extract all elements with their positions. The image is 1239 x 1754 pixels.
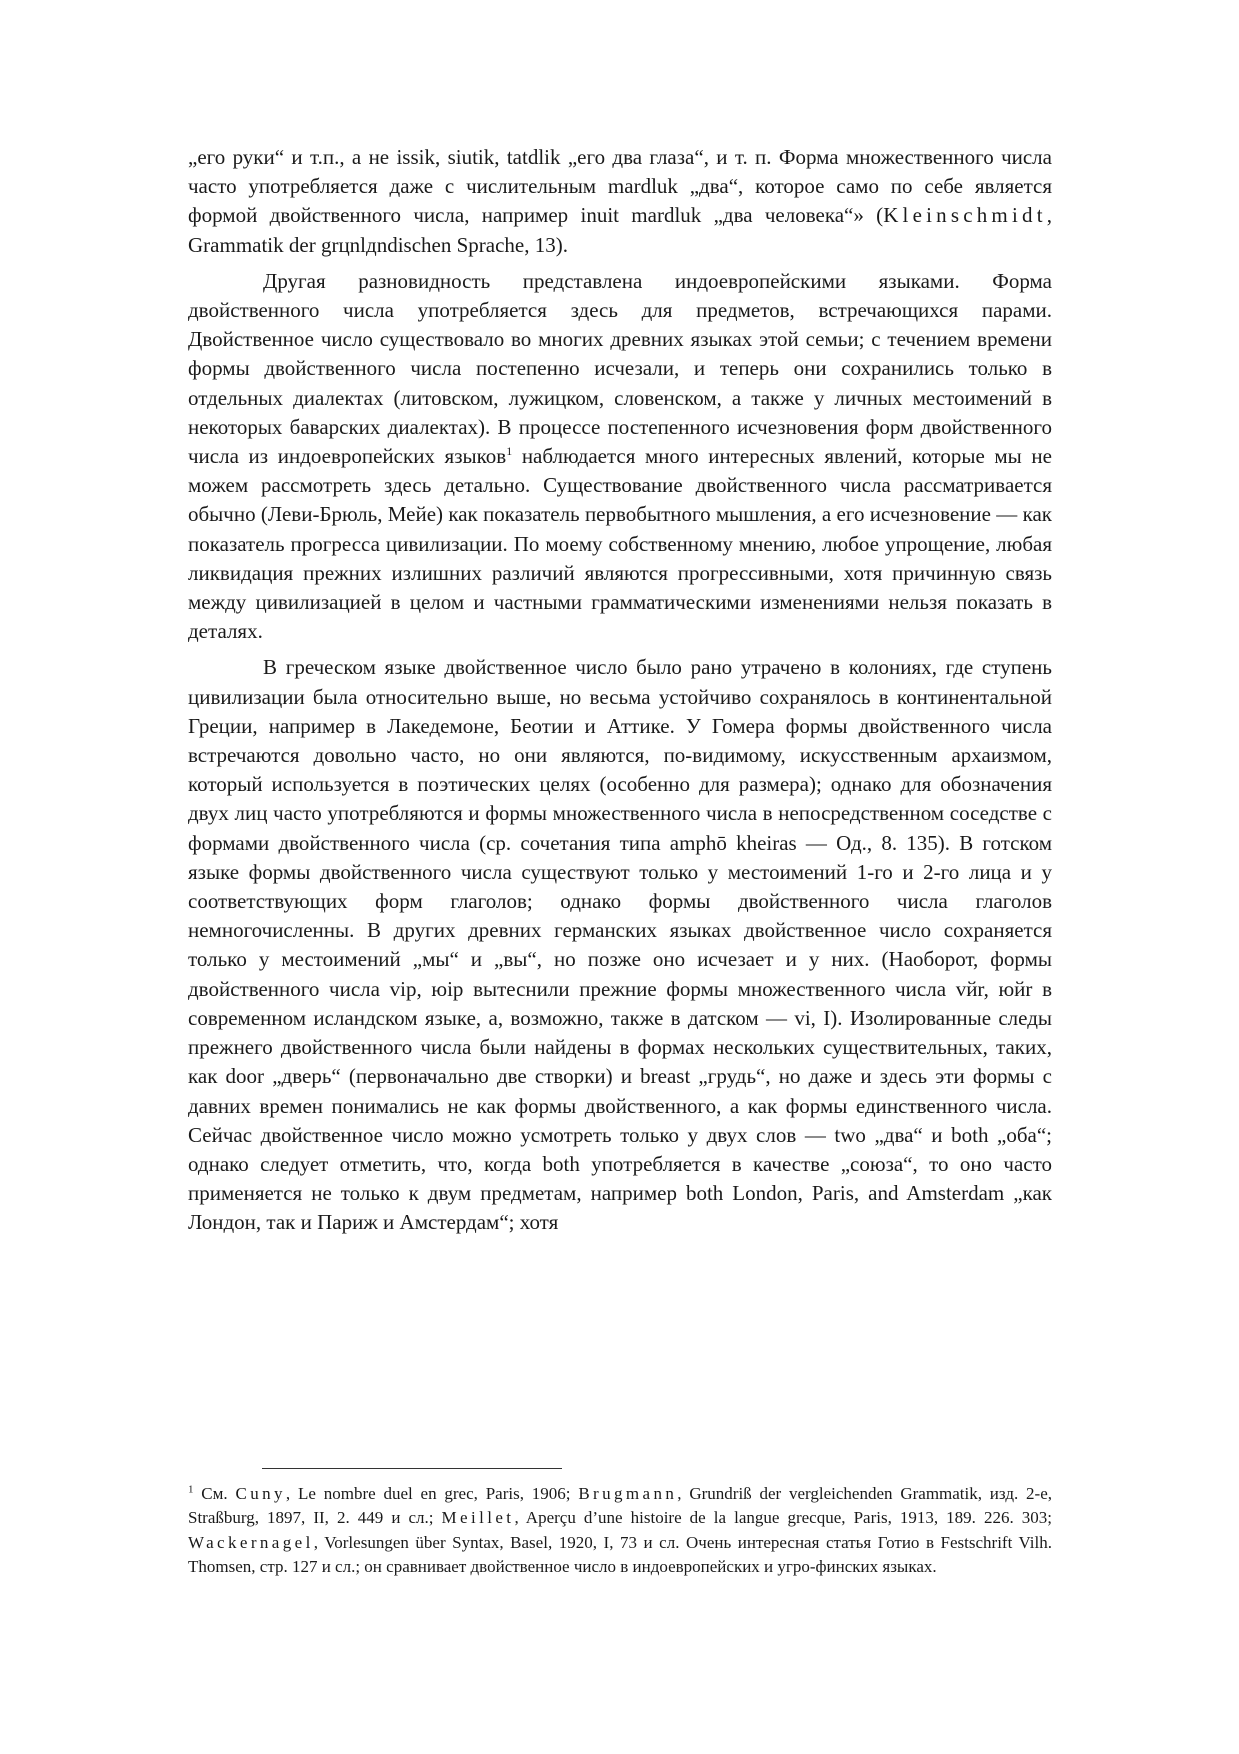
footnote <box>188 1482 1052 1580</box>
paragraph-2 <box>188 267 1052 647</box>
paragraph-2-text-b: наблюдается много интересных явлений, которые мы не можем рассмотреть здесь детально. Существование двойственного числа рассматривается обычно (Леви-Брюль, Мейе) как показатель первобытного мышления, а его исчезновение — как показатель прогресса цивилизации. По моему собственному мнению, любое упрощение, любая ликвидация прежних излишних различий являются прогрессивными, хотя причинную связь между цивилизацией в целом и частными грамматическими изменениями нельзя показать в деталях. <box>188 444 1052 644</box>
paragraph-1 <box>188 143 1052 260</box>
paragraph-1-text-a: „его руки“ и т.п., а не issik, siutik, tatdlik „его два глаза“, и т. п. Форма множественного числа часто употребляется даже с числительным mardluk „два“, которое само по себе является формой двойственного числа, например inuit mardluk „два человека“» ( <box>188 145 1052 228</box>
author-kleinschmidt: Kleinschmidt <box>883 203 1047 228</box>
footnote-text-1: См. <box>193 1484 236 1503</box>
footnote-text-5: , Vorlesungen über Syntax, Basel, 1920, I, 73 и сл. Очень интересная статья Готио в Festschrift Vilh. Thomsen, стр. 127 и сл.; он сравнивает двойственное число в индоевропейских и угро-финских языках. <box>188 1532 1052 1577</box>
footnote-text-4: , Aperçu d’une histoire de la langue grecque, Paris, 1913, 189. 226. 303; <box>514 1508 1052 1528</box>
author-wackernagel: Wackernagel <box>188 1532 314 1552</box>
paragraph-2-text-a: Другая разновидность представлена индоевропейскими языками. Форма двойственного числа употребляется здесь для предметов, встречающихся парами. Двойственное число существовало во многих древних языках этой семьи; с течением времени формы двойственного числа постепенно исчезали, и теперь они сохранились только в отдельных диалектах (литовском, лужицком, словенском, а также у личных местоимений в некоторых баварских диалектах). В процессе постепенного исчезновения форм двойственного числа из индоевропейских языков <box>188 268 1052 469</box>
footnote-divider <box>262 1468 562 1469</box>
footnote-text-2: , Le nombre duel en grec, Paris, 1906; <box>285 1484 579 1503</box>
page-body <box>188 143 1052 1238</box>
author-cuny: Cuny <box>235 1484 286 1503</box>
footnote-reference[interactable]: 1 <box>506 444 513 459</box>
footnote-mark: 1 <box>188 1483 194 1496</box>
author-meillet: Meillet <box>441 1508 515 1528</box>
paragraph-1-text-b: , Grammatik der grцnlдndischen Sprache, 13). <box>188 203 1052 257</box>
paragraph-3: В греческом языке двойственное число было рано утрачено в колониях, где ступень цивилизации была относительно выше, но весьма устойчиво сохранялось в континентальной Греции, например в Лакедемоне, Беотии и Аттике. У Гомера формы двойственного числа встречаются довольно часто, но они являются, по-видимому, искусственным архаизмом, который используется в поэтических целях (особенно для размера); однако для обозначения двух лиц часто употребляются и формы множественного числа в непосредственном соседстве с формами двойственного числа (ср. сочетания типа amphō kheiras — Од., 8. 135). В готском языке формы двойственного числа существуют только у местоимений 1-го и 2-го лица и у соответствующих форм глаголов; однако формы двойственного числа глаголов немногочисленны. В других древних германских языках двойственное число сохраняется только у местоимений „мы“ и „вы“, но позже оно исчезает и у них. (Наоборот, формы двойственного числа vip, юip вытеснили прежние формы множественного числа vйr, юйr в современном исландском языке, а, возможно, также в датском — vi, I). Изолированные следы прежнего двойственного числа были найдены в формах нескольких существительных, таких, как door „дверь“ (первоначально две створки) и breast „грудь“, но даже и здесь эти формы с давних времен понимались не как формы двойственного, а как формы единственного числа. Сейчас двойственное число можно усмотреть только у двух слов — two „два“ и both „оба“; однако следует отметить, что, когда both употребляется в качестве „союза“, то оно часто применяется не только к двум предметам, например both London, Paris, and Amsterdam „как Лондон, так и Париж и Амстердам“; хотя <box>188 655 1052 1235</box>
footnote-text-3: , Grundriß der vergleichenden Grammatik, изд. 2-е, Straßburg, 1897, II, 2. 449 и сл.; <box>188 1484 1052 1528</box>
author-brugmann: Brugmann <box>578 1484 678 1503</box>
